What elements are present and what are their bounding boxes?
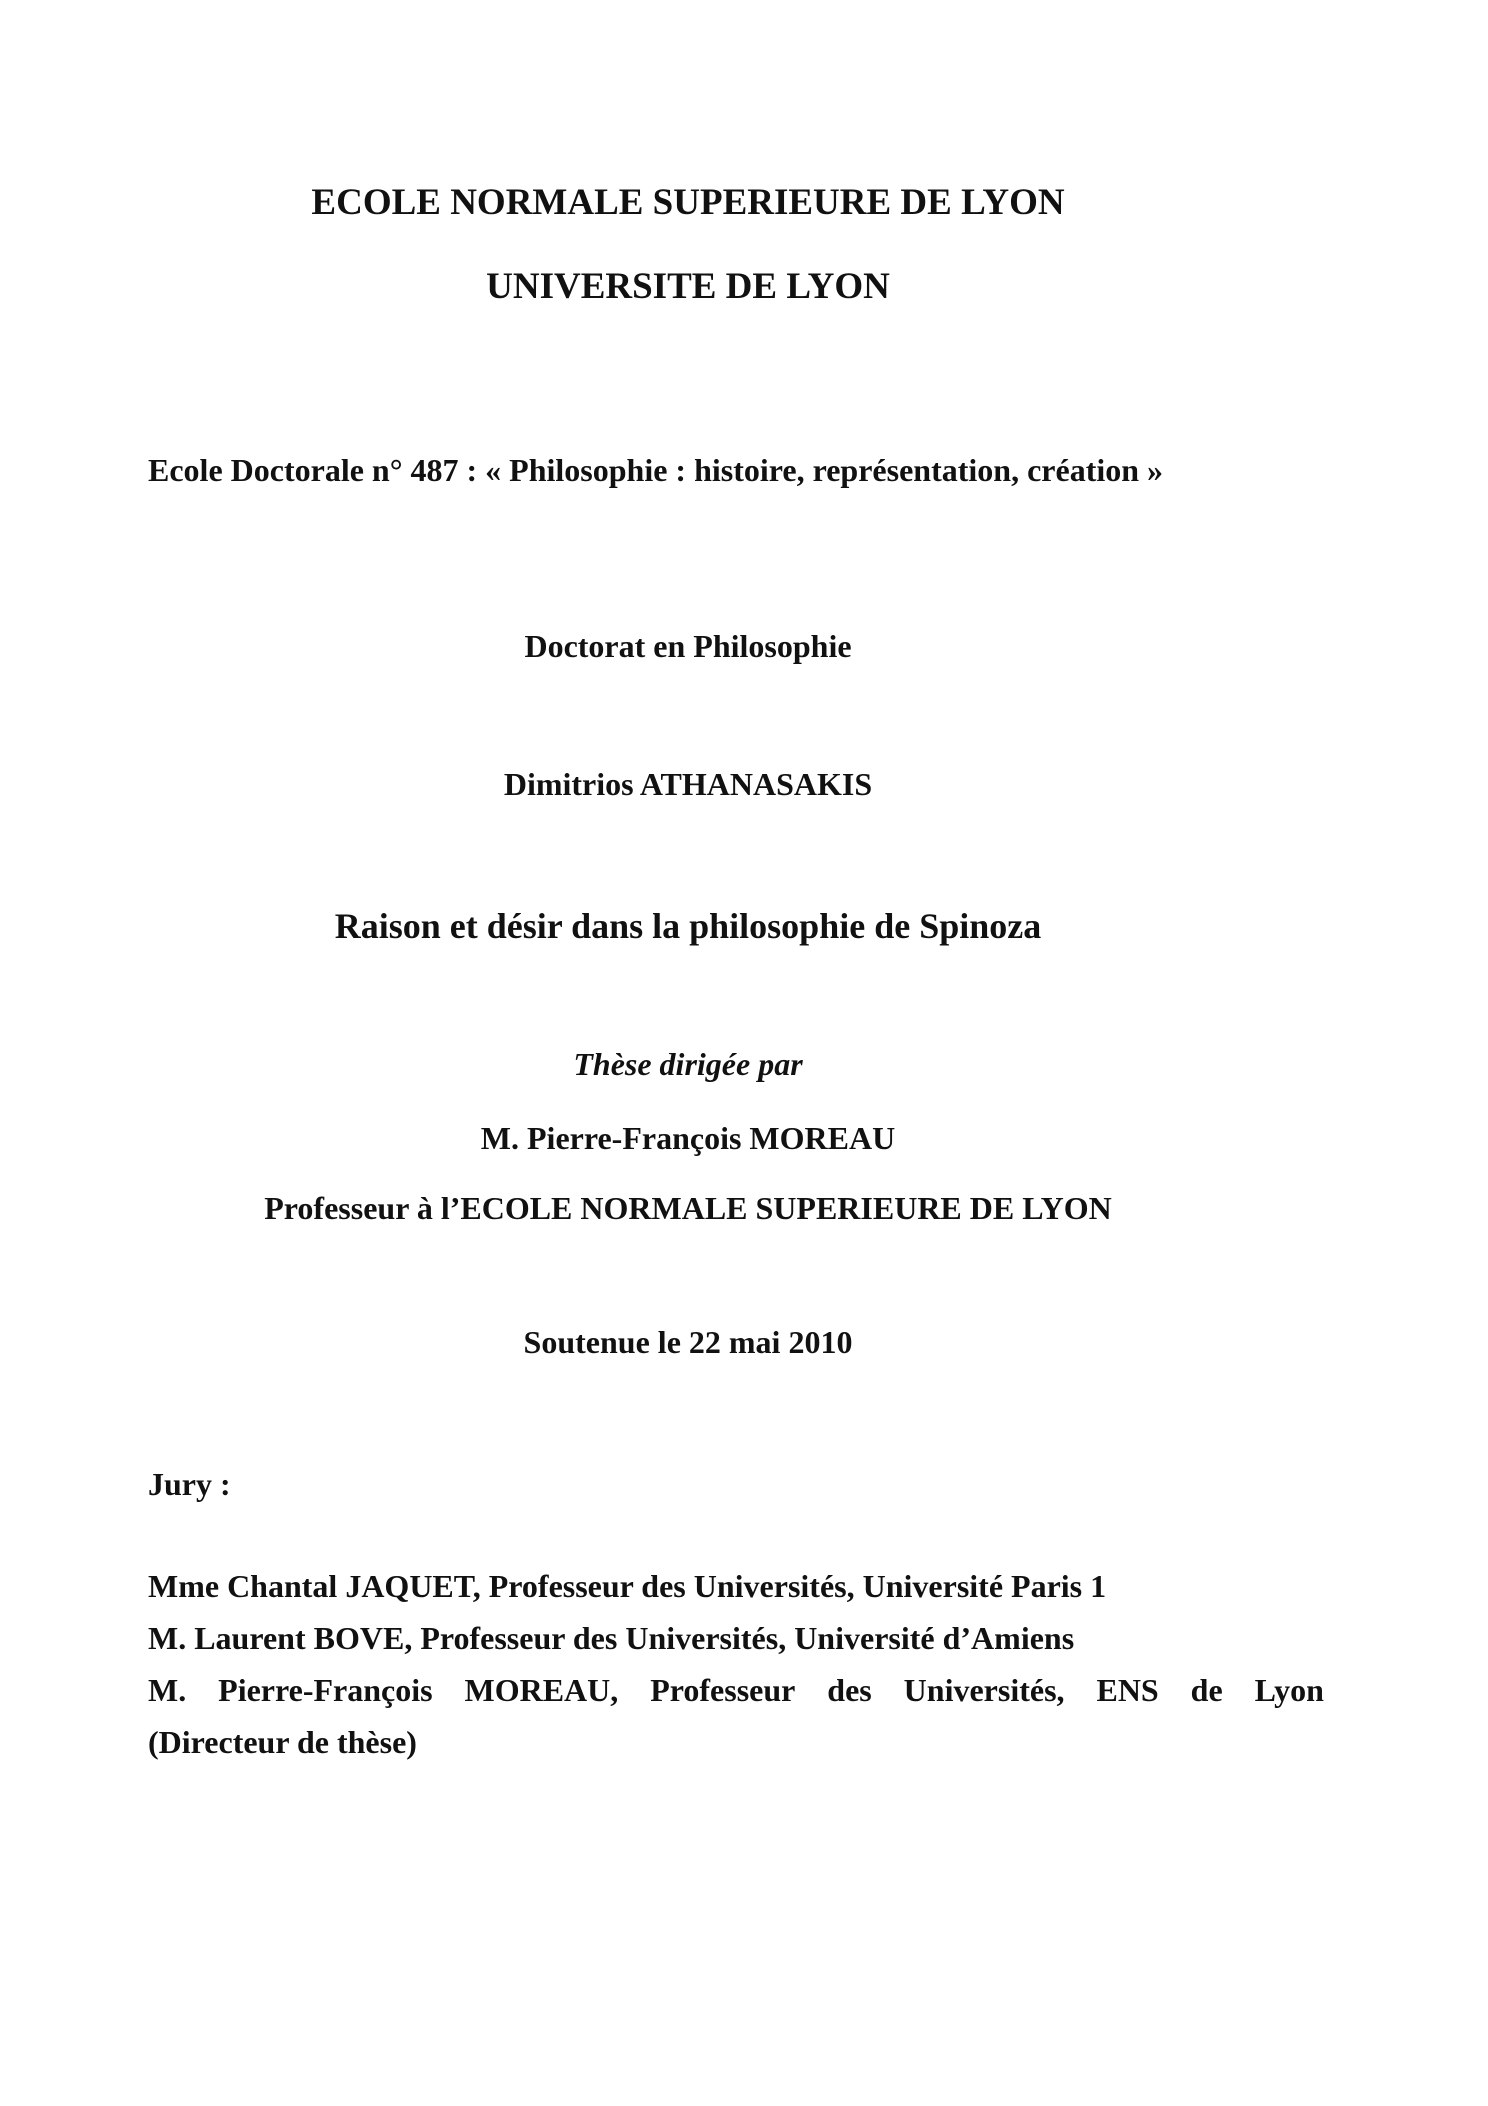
jury-member-3 [148, 1674, 1324, 1706]
jury-member-2: M. Laurent BOVE, Professeur des Universités, Université d’Amiens [148, 1620, 1075, 1656]
school-heading: ECOLE NORMALE SUPERIEURE DE LYON [311, 182, 1065, 223]
jury-member-3-word: M. [148, 1672, 187, 1708]
defense-date: Soutenue le 22 mai 2010 [523, 1324, 853, 1360]
university-heading: UNIVERSITE DE LYON [486, 266, 890, 307]
jury-member-1: Mme Chantal JAQUET, Professeur des Universités, Université Paris 1 [148, 1568, 1107, 1604]
jury-member-3-note: (Directeur de thèse) [148, 1724, 417, 1760]
jury-member-3-word: Professeur [650, 1672, 796, 1708]
jury-member-3-word: Lyon [1254, 1672, 1324, 1708]
jury-member-3-word: Universités, [903, 1672, 1065, 1708]
jury-member-3-word: de [1190, 1672, 1223, 1708]
supervisor-name: M. Pierre-François MOREAU [480, 1120, 896, 1156]
supervision-label: Thèse dirigée par [573, 1046, 803, 1082]
jury-member-3-word: des [827, 1672, 872, 1708]
jury-member-3-word: ENS [1096, 1672, 1159, 1708]
jury-member-3-word: Pierre-François [218, 1672, 433, 1708]
supervisor-position: Professeur à l’ECOLE NORMALE SUPERIEURE DE LYON [264, 1190, 1112, 1226]
author-name: Dimitrios ATHANASAKIS [503, 766, 873, 802]
jury-member-3-word: MOREAU, [464, 1672, 619, 1708]
degree: Doctorat en Philosophie [524, 628, 852, 664]
jury-label: Jury : [148, 1466, 231, 1502]
thesis-title: Raison et désir dans la philosophie de Spinoza [334, 906, 1042, 946]
doctoral-school: Ecole Doctorale n° 487 : « Philosophie : histoire, représentation, création » [148, 452, 1164, 488]
